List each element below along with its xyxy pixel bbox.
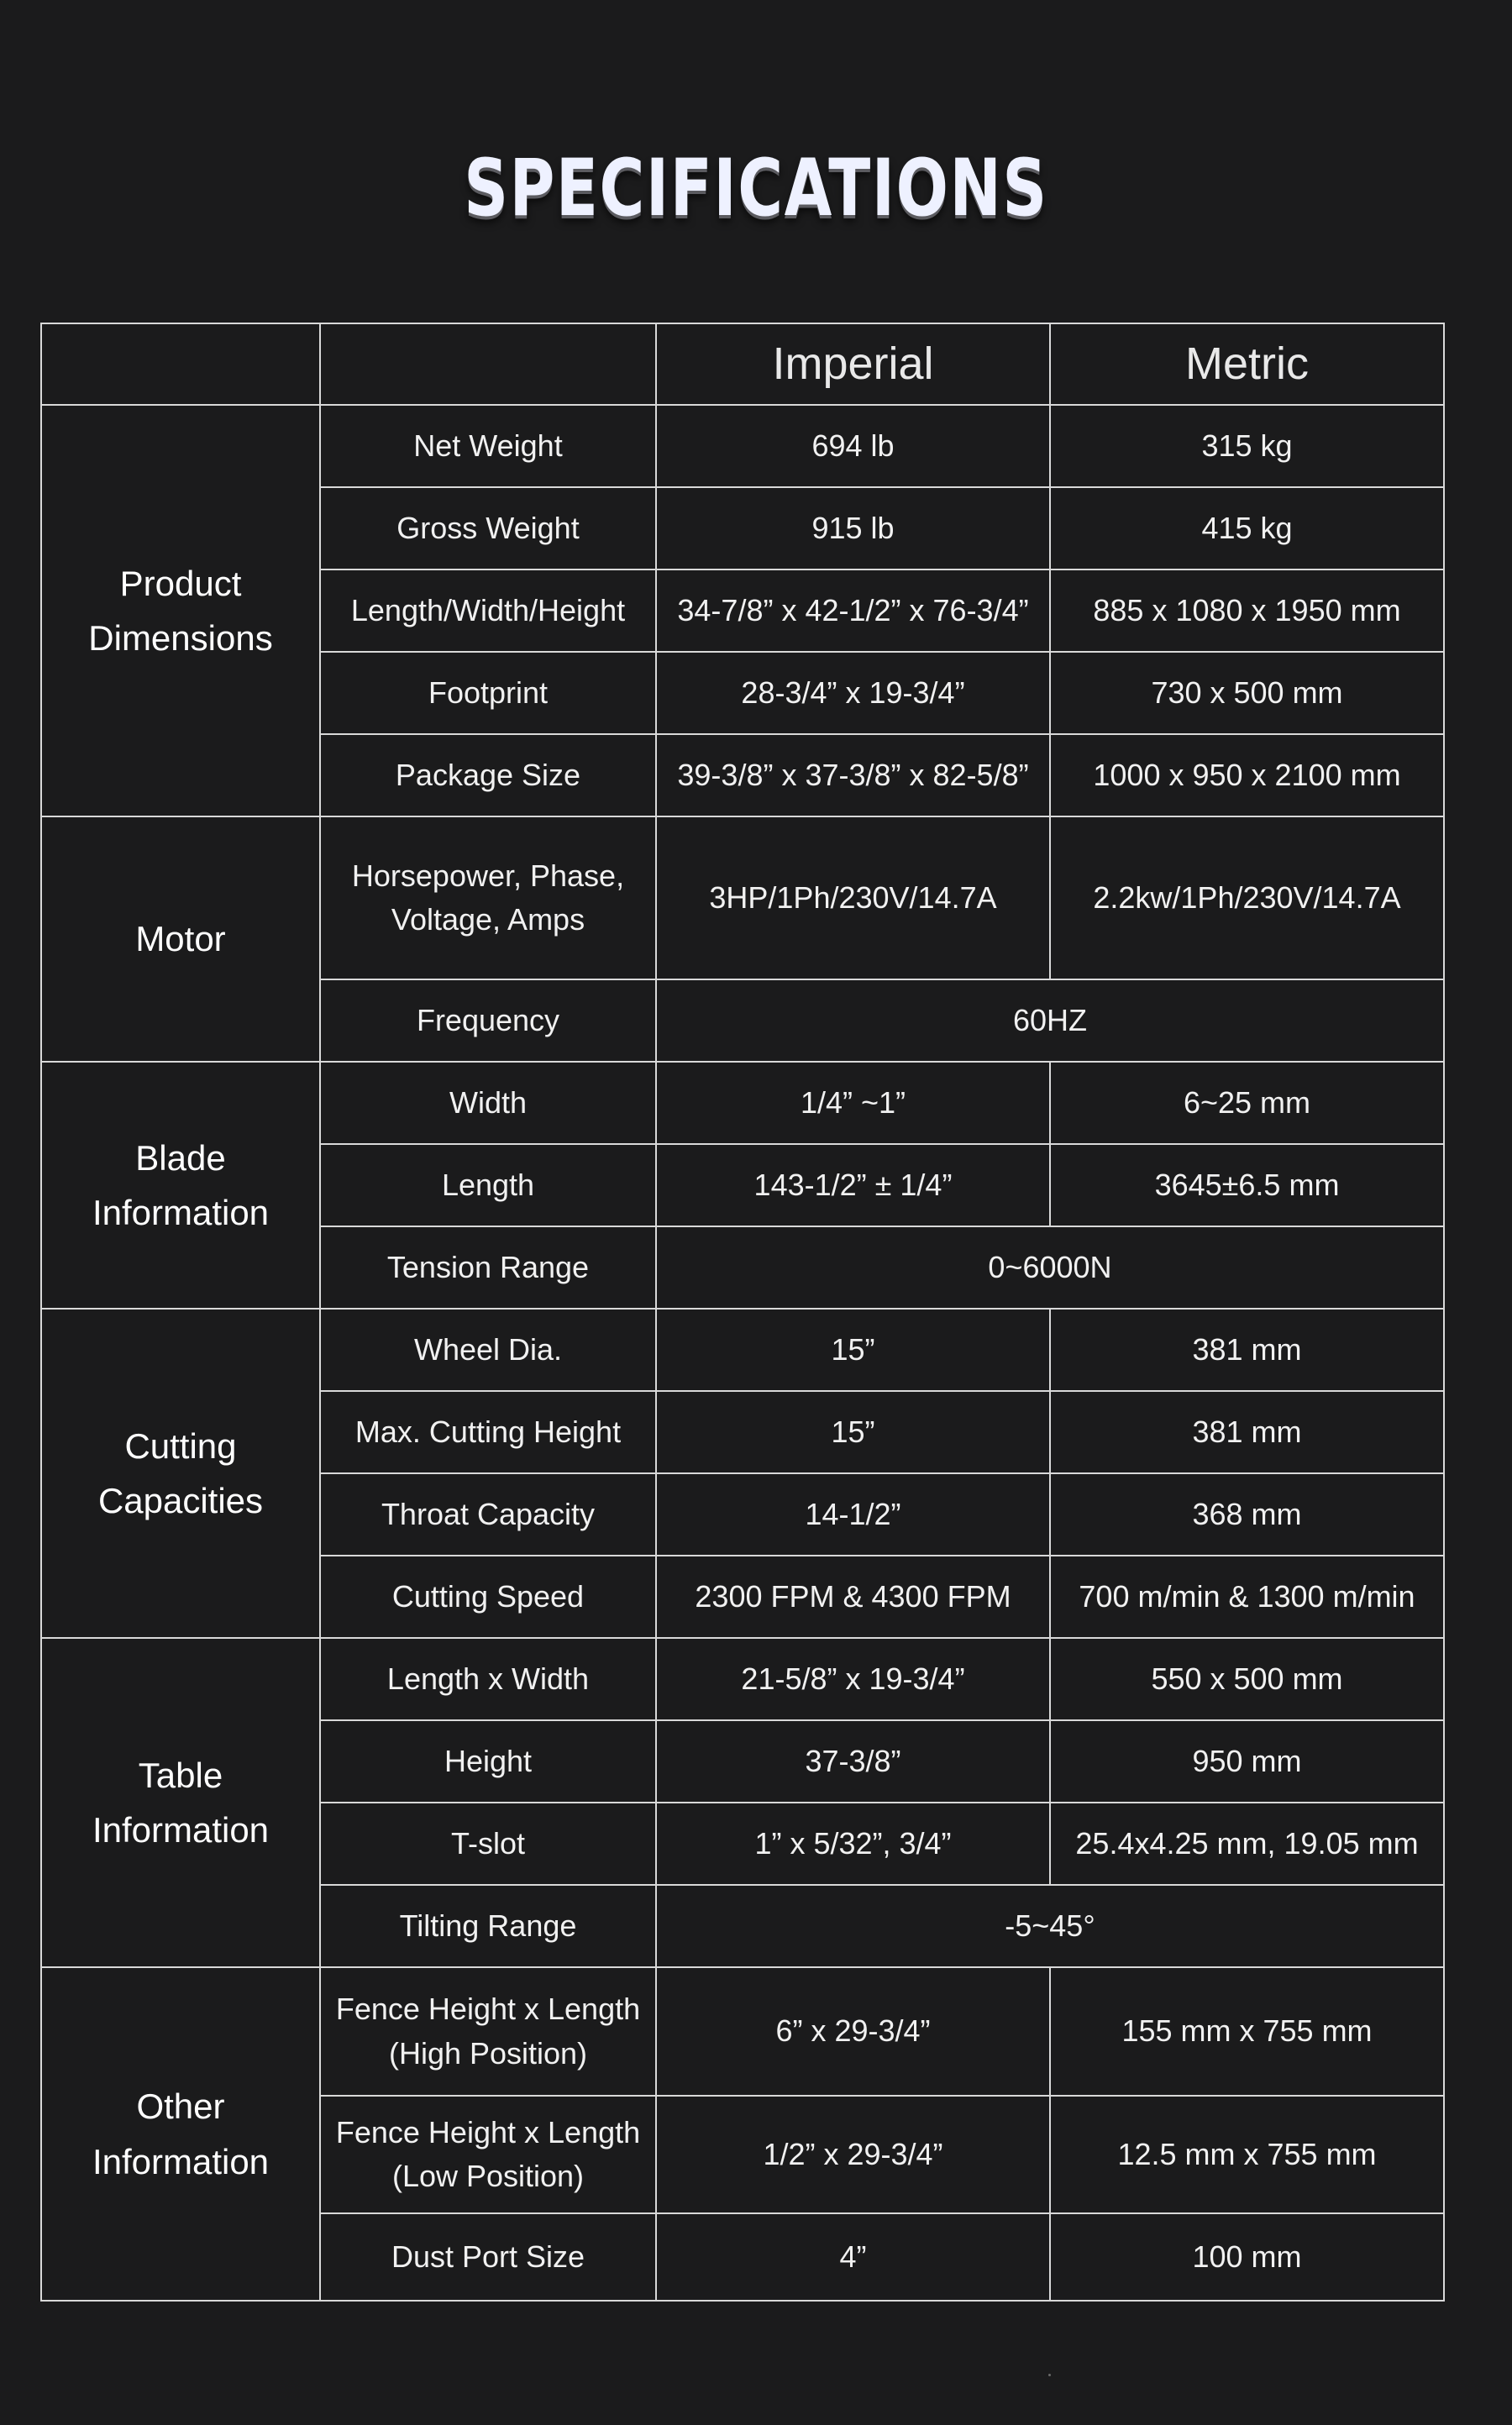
- spec-value-imperial: 4”: [656, 2213, 1050, 2301]
- spec-label-tension-range: Tension Range: [320, 1226, 656, 1309]
- spec-value-metric: 12.5 mm x 755 mm: [1050, 2096, 1444, 2213]
- spec-value-merged: 60HZ: [656, 979, 1444, 1062]
- spec-value-merged: 0~6000N: [656, 1226, 1444, 1309]
- spec-label-fence-height-x-length-low-position: Fence Height x Length (Low Position): [320, 2096, 656, 2213]
- spec-value-imperial: 3HP/1Ph/230V/14.7A: [656, 816, 1050, 979]
- spec-label-height: Height: [320, 1720, 656, 1803]
- spec-value-imperial: 37-3/8”: [656, 1720, 1050, 1803]
- table-row: [41, 1638, 1444, 1720]
- group-blade-information: Blade Information: [41, 1062, 320, 1309]
- group-motor: Motor: [41, 816, 320, 1062]
- spec-label-horsepower-phase-voltage-amps: Horsepower, Phase, Voltage, Amps: [320, 816, 656, 979]
- spec-label-t-slot: T-slot: [320, 1803, 656, 1885]
- header-group-cell: [41, 323, 320, 405]
- table-row: [41, 1062, 1444, 1144]
- group-product-dimensions: Product Dimensions: [41, 405, 320, 816]
- spec-label-gross-weight: Gross Weight: [320, 487, 656, 570]
- spec-label-throat-capacity: Throat Capacity: [320, 1473, 656, 1556]
- decorative-dot: [1048, 2374, 1051, 2376]
- header-imperial: Imperial: [656, 323, 1050, 405]
- spec-value-metric: 6~25 mm: [1050, 1062, 1444, 1144]
- spec-value-metric: 1000 x 950 x 2100 mm: [1050, 734, 1444, 816]
- group-other-information: Other Information: [41, 1967, 320, 2301]
- spec-value-imperial: 28-3/4” x 19-3/4”: [656, 652, 1050, 734]
- header-metric: Metric: [1050, 323, 1444, 405]
- spec-value-metric: 25.4x4.25 mm, 19.05 mm: [1050, 1803, 1444, 1885]
- spec-value-metric: 315 kg: [1050, 405, 1444, 487]
- spec-value-metric: 155 mm x 755 mm: [1050, 1967, 1444, 2096]
- spec-value-metric: 415 kg: [1050, 487, 1444, 570]
- spec-label-net-weight: Net Weight: [320, 405, 656, 487]
- spec-value-imperial: 21-5/8” x 19-3/4”: [656, 1638, 1050, 1720]
- header-label-cell: [320, 323, 656, 405]
- spec-value-metric: 368 mm: [1050, 1473, 1444, 1556]
- table-row: [41, 405, 1444, 487]
- page-title: SPECIFICATIONS: [464, 143, 1048, 234]
- spec-value-metric: 2.2kw/1Ph/230V/14.7A: [1050, 816, 1444, 979]
- spec-value-imperial: 14-1/2”: [656, 1473, 1050, 1556]
- spec-value-metric: 3645±6.5 mm: [1050, 1144, 1444, 1226]
- spec-value-metric: 950 mm: [1050, 1720, 1444, 1803]
- spec-label-tilting-range: Tilting Range: [320, 1885, 656, 1967]
- spec-value-metric: 381 mm: [1050, 1391, 1444, 1473]
- spec-value-metric: 885 x 1080 x 1950 mm: [1050, 570, 1444, 652]
- spec-value-imperial: 1/2” x 29-3/4”: [656, 2096, 1050, 2213]
- spec-label-length-width-height: Length/Width/Height: [320, 570, 656, 652]
- spec-label-max-cutting-height: Max. Cutting Height: [320, 1391, 656, 1473]
- spec-label-frequency: Frequency: [320, 979, 656, 1062]
- spec-label-cutting-speed: Cutting Speed: [320, 1556, 656, 1638]
- spec-label-dust-port-size: Dust Port Size: [320, 2213, 656, 2301]
- spec-value-metric: 381 mm: [1050, 1309, 1444, 1391]
- spec-value-imperial: 143-1/2” ± 1/4”: [656, 1144, 1050, 1226]
- spec-label-length-x-width: Length x Width: [320, 1638, 656, 1720]
- spec-value-metric: 100 mm: [1050, 2213, 1444, 2301]
- table-header-row: [41, 323, 1444, 405]
- table-row: [41, 1309, 1444, 1391]
- table-row: [41, 1967, 1444, 2096]
- spec-value-metric: 550 x 500 mm: [1050, 1638, 1444, 1720]
- spec-label-fence-height-x-length-high-position: Fence Height x Length (High Position): [320, 1967, 656, 2096]
- spec-value-imperial: 6” x 29-3/4”: [656, 1967, 1050, 2096]
- spec-value-merged: -5~45°: [656, 1885, 1444, 1967]
- spec-value-metric: 730 x 500 mm: [1050, 652, 1444, 734]
- spec-label-length: Length: [320, 1144, 656, 1226]
- spec-value-imperial: 2300 FPM & 4300 FPM: [656, 1556, 1050, 1638]
- spec-value-imperial: 694 lb: [656, 405, 1050, 487]
- spec-value-imperial: 15”: [656, 1309, 1050, 1391]
- spec-label-wheel-dia: Wheel Dia.: [320, 1309, 656, 1391]
- specifications-table: [40, 323, 1445, 2302]
- spec-value-metric: 700 m/min & 1300 m/min: [1050, 1556, 1444, 1638]
- spec-value-imperial: 34-7/8” x 42-1/2” x 76-3/4”: [656, 570, 1050, 652]
- spec-value-imperial: 1/4” ~1”: [656, 1062, 1050, 1144]
- spec-label-package-size: Package Size: [320, 734, 656, 816]
- group-table-information: Table Information: [41, 1638, 320, 1967]
- table-row: [41, 816, 1444, 979]
- spec-value-imperial: 1” x 5/32”, 3/4”: [656, 1803, 1050, 1885]
- spec-value-imperial: 39-3/8” x 37-3/8” x 82-5/8”: [656, 734, 1050, 816]
- group-cutting-capacities: Cutting Capacities: [41, 1309, 320, 1638]
- spec-label-width: Width: [320, 1062, 656, 1144]
- spec-label-footprint: Footprint: [320, 652, 656, 734]
- spec-value-imperial: 915 lb: [656, 487, 1050, 570]
- spec-value-imperial: 15”: [656, 1391, 1050, 1473]
